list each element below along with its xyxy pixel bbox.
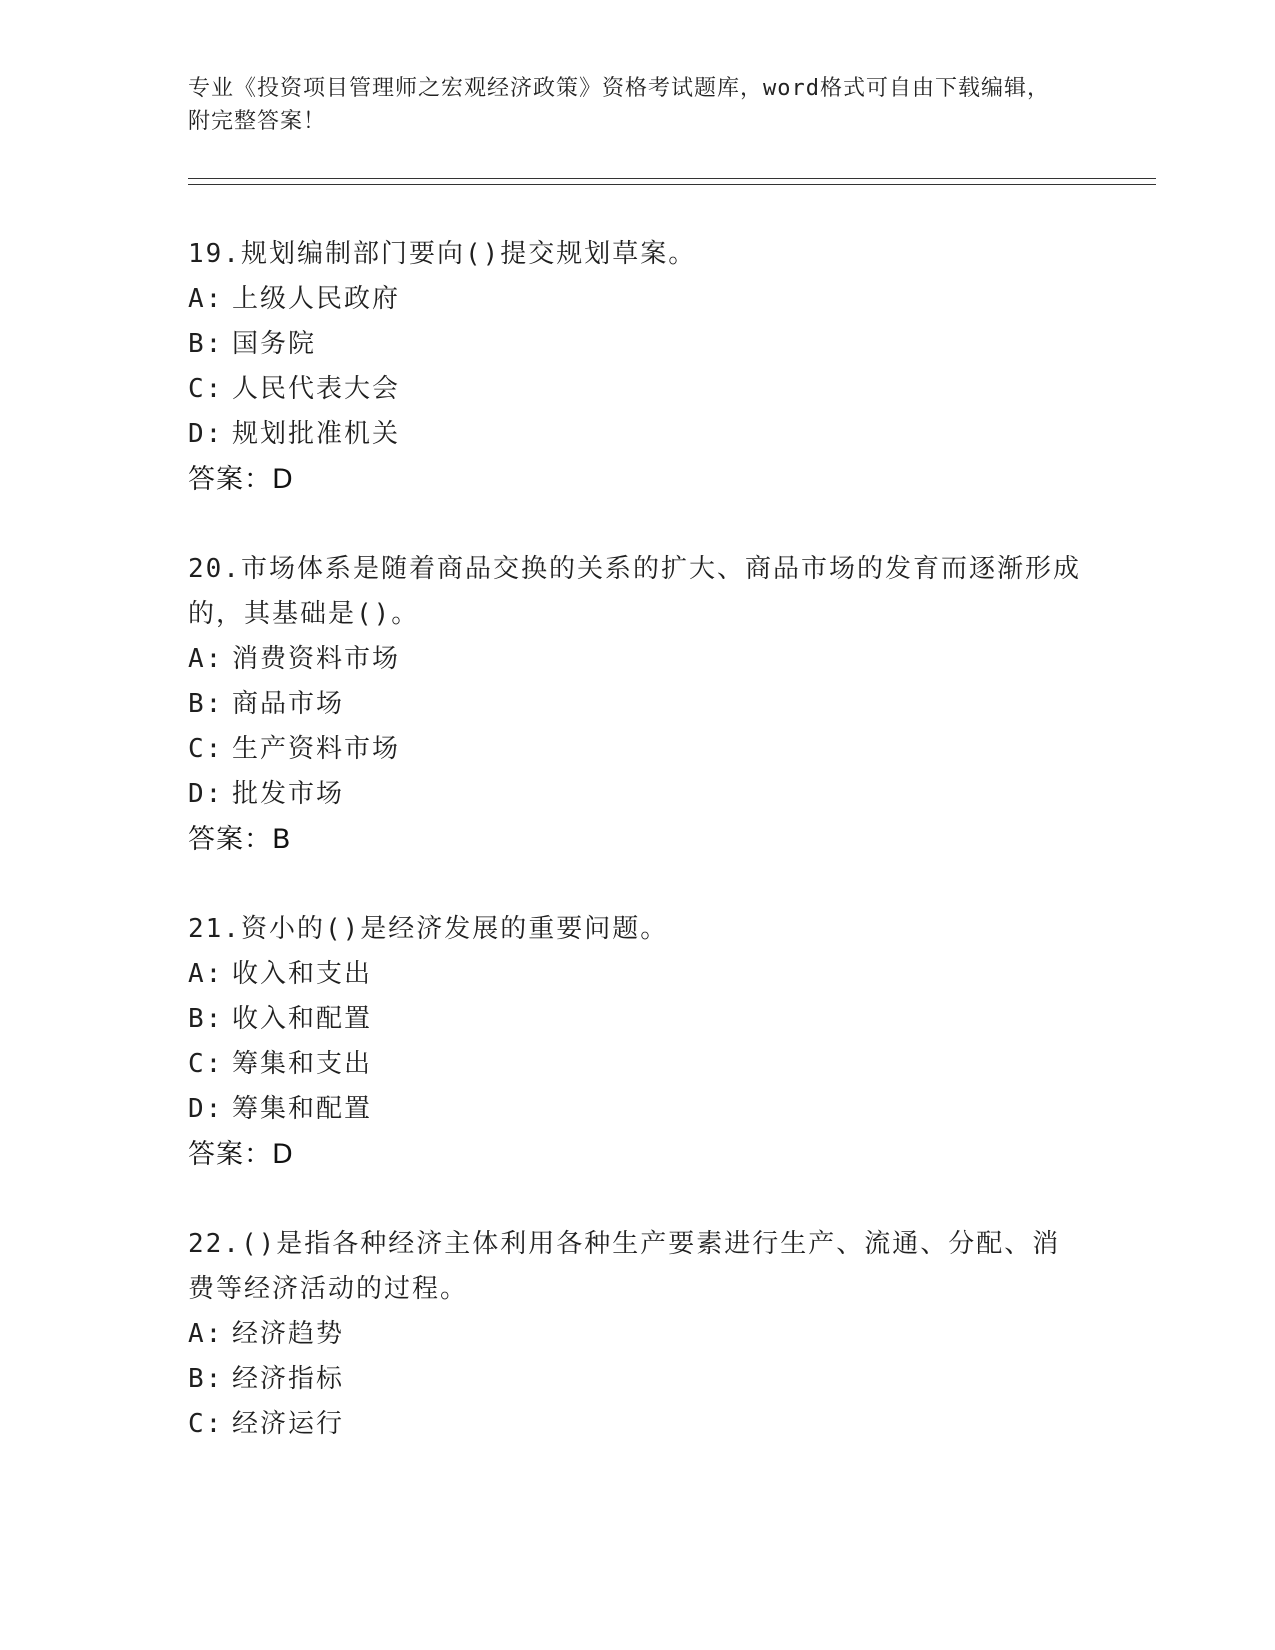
option-letter: A: (188, 959, 224, 989)
header-divider-top (188, 178, 1156, 179)
option-text: 国务院 (232, 329, 317, 359)
question-stem: 20.市场体系是随着商品交换的关系的扩大、商品市场的发育而逐渐形成的，其基础是()。 (188, 554, 1081, 629)
option-text: 消费资料市场 (232, 644, 401, 674)
option-d (188, 1087, 1088, 1132)
option-letter: A: (188, 284, 224, 314)
option-letter: C: (188, 734, 224, 764)
option-c (188, 367, 1088, 412)
answer-line: 答案：D (188, 464, 294, 495)
option-letter: C: (188, 374, 224, 404)
option-text: 商品市场 (232, 689, 345, 719)
answer-line: 答案：B (188, 824, 292, 855)
option-letter: D: (188, 779, 224, 809)
option-letter: B: (188, 1364, 224, 1394)
option-text: 经济趋势 (232, 1319, 345, 1349)
option-text: 经济运行 (232, 1409, 345, 1439)
option-text: 经济指标 (232, 1364, 345, 1394)
option-letter: B: (188, 689, 224, 719)
option-d (188, 412, 1088, 457)
option-b (188, 322, 1088, 367)
document-header: 专业《投资项目管理师之宏观经济政策》资格考试题库，word格式可自由下载编辑，附完整答案！ (188, 76, 1050, 134)
option-c (188, 1402, 1088, 1447)
option-letter: C: (188, 1049, 224, 1079)
option-c (188, 1042, 1088, 1087)
option-text: 收入和配置 (232, 1004, 373, 1034)
option-text: 筹集和支出 (232, 1049, 373, 1079)
question-19 (188, 232, 1088, 503)
answer-line: 答案：D (188, 1139, 294, 1170)
option-d (188, 772, 1088, 817)
option-letter: B: (188, 329, 224, 359)
option-letter: A: (188, 644, 224, 674)
option-text: 上级人民政府 (232, 284, 401, 314)
option-letter: A: (188, 1319, 224, 1349)
option-b (188, 997, 1088, 1042)
option-text: 批发市场 (232, 779, 345, 809)
question-list (188, 232, 1088, 1491)
question-20 (188, 547, 1088, 863)
question-21 (188, 907, 1088, 1178)
option-text: 人民代表大会 (232, 374, 401, 404)
question-stem: 21.资小的()是经济发展的重要问题。 (188, 914, 669, 944)
option-text: 生产资料市场 (232, 734, 401, 764)
question-stem: 22.()是指各种经济主体利用各种生产要素进行生产、流通、分配、消费等经济活动的过程。 (188, 1229, 1061, 1304)
option-text: 收入和支出 (232, 959, 373, 989)
option-letter: B: (188, 1004, 224, 1034)
option-a (188, 277, 1088, 322)
option-text: 规划批准机关 (232, 419, 401, 449)
option-a (188, 637, 1088, 682)
option-letter: C: (188, 1409, 224, 1439)
header-divider-bottom (188, 184, 1156, 185)
option-text: 筹集和配置 (232, 1094, 373, 1124)
option-letter: D: (188, 1094, 224, 1124)
option-a (188, 1312, 1088, 1357)
option-a (188, 952, 1088, 997)
option-letter: D: (188, 419, 224, 449)
option-b (188, 682, 1088, 727)
question-22 (188, 1222, 1088, 1447)
question-stem: 19.规划编制部门要向()提交规划草案。 (188, 239, 697, 269)
option-c (188, 727, 1088, 772)
option-b (188, 1357, 1088, 1402)
